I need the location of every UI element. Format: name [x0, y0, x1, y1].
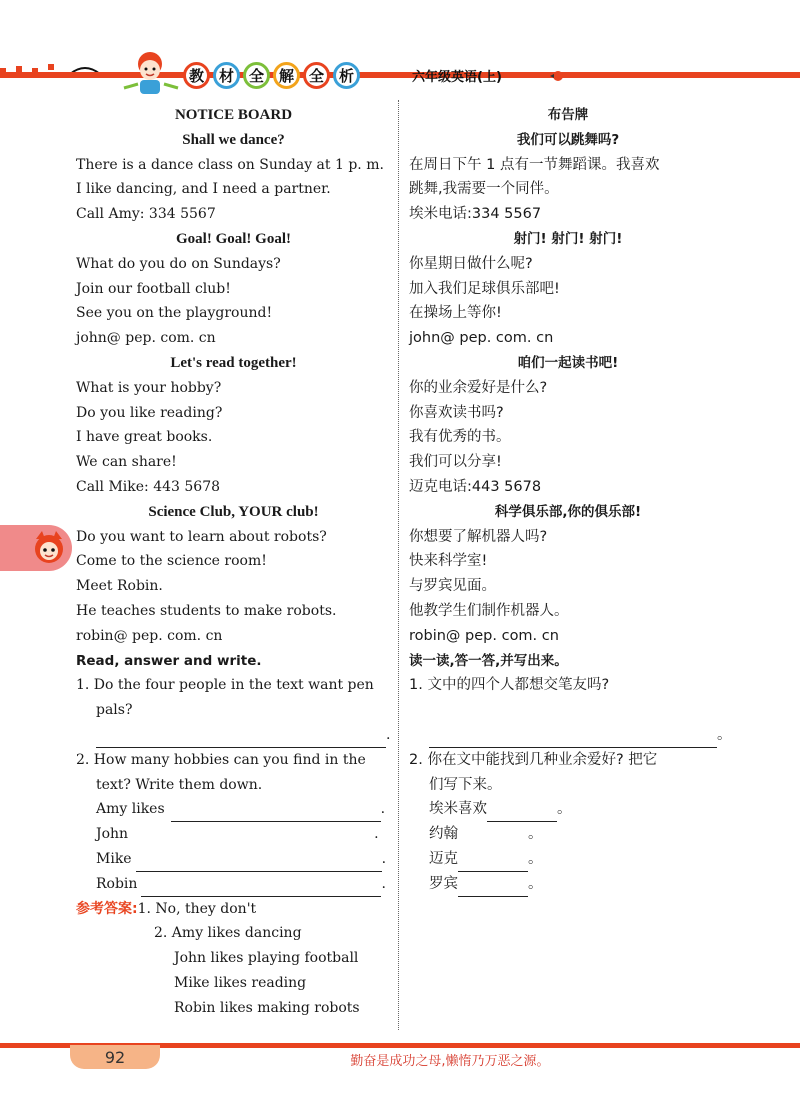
answer-blank-1-cn: 。: [409, 723, 727, 748]
task-heading-cn: 读一读,答一答,并写出来。: [409, 652, 568, 669]
dance-line: I like dancing, and I need a partner.: [76, 181, 331, 198]
read-line: Do you like reading?: [76, 404, 223, 421]
title-char-1: 教: [183, 62, 210, 89]
title-char-4: 解: [273, 62, 300, 89]
answer-key-label: 参考答案:: [76, 900, 138, 917]
book-title: 六年级英语(上): [412, 70, 502, 85]
goal-line: Join our football club!: [76, 280, 231, 297]
read-line: Call Mike: 443 5678: [76, 478, 221, 495]
answer-row-mike: Mike .: [76, 847, 391, 872]
page-number: 92: [70, 1045, 160, 1069]
question-2-cn: 2. 你在文中能找到几种业余爱好? 把它: [409, 751, 658, 768]
answer-row-label: Amy likes: [96, 801, 165, 818]
column-divider: [398, 100, 400, 1030]
answer-row-label-cn: 约翰: [429, 826, 458, 843]
read-line: What is your hobby?: [76, 379, 222, 396]
goal-line-cn: 你星期日做什么呢?: [409, 255, 533, 272]
goal-line-cn: john@ pep. com. cn: [409, 330, 554, 347]
question-2-cont: text? Write them down.: [96, 776, 263, 793]
answer-row-label: John: [96, 826, 129, 843]
footer-motto: 勤奋是成功之母,懒惰乃万恶之源。: [350, 1054, 550, 1069]
read-line: We can share!: [76, 454, 177, 471]
answer-row-label-cn: 埃米喜欢: [429, 801, 487, 818]
question-2: 2. How many hobbies can you find in the: [76, 751, 366, 768]
science-line-cn: 与罗宾见面。: [409, 578, 496, 595]
read-heading: Let's read together!: [170, 354, 297, 371]
science-heading: Science Club, YOUR club!: [148, 503, 319, 520]
title-char-6: 析: [333, 62, 360, 89]
science-line: Meet Robin.: [76, 578, 163, 595]
answer-row-mike-cn: 迈克 。: [409, 847, 727, 872]
science-line-cn: robin@ pep. com. cn: [409, 627, 559, 644]
question-1-cn-spacer: [409, 698, 727, 723]
answer-key-line: Mike likes reading: [174, 974, 307, 991]
dance-heading-cn: 我们可以跳舞吗?: [516, 131, 620, 148]
question-1: 1. Do the four people in the text want pen: [76, 677, 374, 694]
notice-board-title: NOTICE BOARD: [174, 107, 293, 123]
dance-line: Call Amy: 334 5567: [76, 206, 216, 223]
mascot-girl-icon: [120, 48, 182, 96]
goal-heading-cn: 射门! 射门! 射门!: [513, 230, 623, 247]
title-char-5: 全: [303, 62, 330, 89]
science-line-cn: 你想要了解机器人吗?: [409, 528, 548, 545]
read-line-cn: 迈克电话:443 5678: [409, 478, 542, 495]
answer-row-robin: Robin .: [76, 872, 391, 897]
answer-row-robin-cn: 罗宾 。: [409, 872, 727, 897]
science-line: He teaches students to make robots.: [76, 602, 337, 619]
chinese-column: [409, 103, 732, 897]
read-line-cn: 我有优秀的书。: [409, 429, 511, 446]
dance-line-cn: 跳舞,我需要一个同伴。: [409, 181, 559, 198]
answer-row-amy-cn: 埃米喜欢 。: [409, 797, 727, 822]
answer-key: [76, 897, 391, 922]
answer-row-label-cn: 罗宾: [429, 875, 458, 892]
dance-line-cn: 埃米电话:334 5567: [409, 206, 542, 223]
page-header: [0, 0, 800, 110]
goal-line: john@ pep. com. cn: [76, 330, 216, 347]
science-line-cn: 快来科学室!: [409, 553, 488, 570]
goal-line-cn: 加入我们足球俱乐部吧!: [409, 280, 560, 297]
notice-board-title-cn: 布告牌: [547, 107, 589, 123]
title-char-2: 材: [213, 62, 240, 89]
read-line-cn: 你喜欢读书吗?: [409, 404, 504, 421]
goal-line: See you on the playground!: [76, 305, 273, 322]
pencil-tip-icon: [548, 64, 568, 84]
question-2-cn-cont: 们写下来。: [429, 776, 502, 793]
mascot-face-icon: [30, 529, 68, 567]
answer-key-line: John likes playing football: [174, 950, 359, 967]
title-char-3: 全: [243, 62, 270, 89]
answer-row-john: John .: [76, 822, 391, 847]
read-line: I have great books.: [76, 429, 213, 446]
question-1-cont: pals?: [96, 702, 133, 719]
science-line-cn: 他教学生们制作机器人。: [409, 602, 569, 619]
task-heading: Read, answer and write.: [76, 652, 262, 669]
title-badges: [183, 62, 360, 89]
science-line: Come to the science room!: [76, 553, 267, 570]
answer-key-line: 2. Amy likes dancing: [154, 925, 302, 942]
read-line-cn: 我们可以分享!: [409, 454, 502, 471]
science-line: robin@ pep. com. cn: [76, 627, 223, 644]
answer-blank-1: .: [76, 723, 391, 748]
goal-line-cn: 在操场上等你!: [409, 305, 502, 322]
science-line: Do you want to learn about robots?: [76, 528, 327, 545]
science-heading-cn: 科学俱乐部,你的俱乐部!: [494, 503, 642, 520]
answer-row-john-cn: 约翰 。: [409, 822, 727, 847]
question-1-cn: 1. 文中的四个人都想交笔友吗?: [409, 677, 610, 694]
dance-line: There is a dance class on Sunday at 1 p. m.: [76, 156, 384, 173]
answer-key-line: Robin likes making robots: [174, 999, 360, 1016]
answer-row-amy: Amy likes .: [76, 797, 391, 822]
read-line-cn: 你的业余爱好是什么?: [409, 379, 548, 396]
answer-key-line: 1. No, they don't: [137, 900, 257, 917]
answer-row-label-cn: 迈克: [429, 850, 458, 867]
english-column: [76, 103, 391, 1020]
read-heading-cn: 咱们一起读书吧!: [517, 354, 619, 371]
goal-heading: Goal! Goal! Goal!: [176, 230, 291, 247]
dance-line-cn: 在周日下午 1 点有一节舞蹈课。我喜欢: [409, 156, 660, 173]
answer-row-label: Robin: [96, 875, 138, 892]
answer-row-label: Mike: [96, 850, 132, 867]
dance-heading: Shall we dance?: [182, 131, 285, 148]
goal-line: What do you do on Sundays?: [76, 255, 281, 272]
